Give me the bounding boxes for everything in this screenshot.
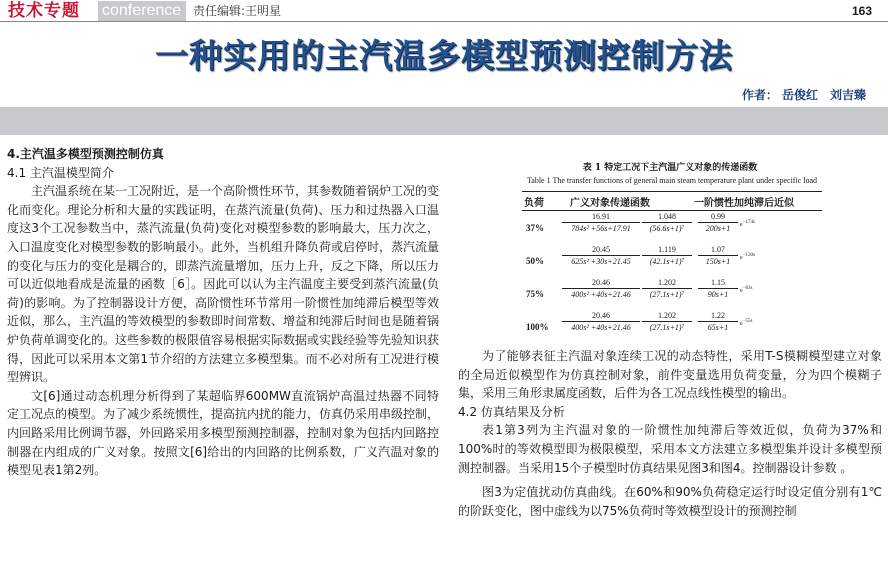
article-authors: 作者： 岳俊红 刘吉臻 — [741, 88, 866, 102]
fraction — [642, 277, 692, 300]
denominator: (27.1s+1)⁷ — [649, 323, 685, 332]
page-number: 163 — [851, 4, 872, 18]
exponent-power: −83s — [742, 286, 753, 291]
body-paragraph: 主汽温系统在某一工况附近，是一个高阶惯性环节，其参数随着锅炉工况的变化而变化。理论分析和大量的实践证明，在蒸汽流量(负荷)、压力和过热器入口温度这3个工况参数当中，蒸汽流量(负荷)变化对模型参数的影响最大，压力次之，入口温度变化对模型参数的影响最小。此外，当机组升降负荷或启停时，蒸汽流量的变化与压力的变化是耦合的，即蒸汽流量增加，压力上升，反之下降，所以压力可以近似地看成是流量的函数［6］。因此可以认为主汽温度主要受到蒸汽流量(负荷)的影响。为了控制器设计方便，高阶惯性环节常用一阶惯性加纯滞后模型等效近似，那么，主汽温的等效模型的参数即时间常数、增益和纯滞后时间也是随着锅炉负荷单调变化的。这些参数的极限值容易根据实际数据或实践经验等先验知识获得，因此可以采用本文第1节介绍的方法建立多模型集。而不必对所有工况进行模型辨识。 — [7, 184, 440, 385]
denominator: 400s² +40s+21.46 — [571, 290, 631, 299]
numerator: 1.22 — [698, 310, 738, 322]
table-row — [522, 244, 822, 277]
fraction — [562, 244, 640, 267]
fraction — [698, 277, 738, 300]
body-paragraph: 表1第3列为主汽温对象的一阶惯性加纯滞后等效近似，负荷为37%和100%时的等效模型即为极限模型，采用本文方法建立多模型集并设计多模型预测控制器。当采用15个子模型时仿真结果见图3和图4。控制器设计参数 。 — [458, 423, 882, 475]
fraction — [562, 211, 640, 234]
section-title: 4.主汽温多模型预测控制仿真 — [7, 147, 164, 161]
exponent: $e^{-130s}$ — [740, 253, 755, 261]
fraction — [642, 211, 692, 234]
load-cell: 37% — [526, 223, 544, 233]
denominator: 65s+1 — [707, 323, 729, 332]
numerator: 20.45 — [562, 244, 640, 256]
table-row — [522, 310, 822, 343]
load-cell: 100% — [526, 322, 549, 332]
numerator: 20.46 — [562, 277, 640, 289]
denominator: (56.6s+1)⁷ — [649, 224, 685, 233]
body-paragraph: 图3为定值扰动仿真曲线。在60%和90%负荷稳定运行时设定值分别有1℃的阶跃变化，图中虚线为以75%负荷时等效模型设计的预测控制 — [458, 485, 882, 518]
numerator: 0.99 — [698, 211, 738, 223]
table-row — [522, 277, 822, 310]
column-tag: 技术专题 — [8, 1, 80, 21]
denominator: 784s² +56s+17.91 — [571, 224, 631, 233]
transfer-function-table — [522, 191, 822, 343]
table-header-cell: 一阶惯性加纯滞后近似 — [694, 198, 794, 209]
exponent: $e^{-174s}$ — [740, 220, 755, 228]
fraction — [562, 310, 640, 333]
body-paragraph: 文[6]通过动态机理分析得到了某超临界600MW直流锅炉高温过热器不同特定工况点的模型。为了减少系统惯性，提高抗内扰的能力，仿真仍采用串级控制，内回路采用比例调节器，外回路采用多模型预测控制器，控制对象为包括内回路控制器在内组成的广义对象。按照文[6]给出的内回路的比例系数，广义汽温对象的模型见表1第2列。 — [7, 388, 440, 478]
numerator: 1.07 — [698, 244, 738, 256]
load-cell: 50% — [526, 256, 544, 266]
numerator: 1.119 — [642, 244, 692, 256]
denominator: 200s+1 — [705, 224, 731, 233]
table-row — [522, 211, 822, 244]
exponent: $e^{-55s}$ — [740, 319, 753, 327]
table-title-en: Table 1 The transfer functions of general main steam temperature plant under specific load — [526, 176, 818, 185]
denominator: 150s+1 — [705, 257, 731, 266]
table-header-cell: 广义对象传递函数 — [570, 198, 650, 209]
title-band — [0, 107, 888, 135]
subsection-title: 4.1 主汽温模型简介 — [7, 165, 114, 180]
fraction — [642, 244, 692, 267]
header-divider — [0, 21, 888, 22]
table-header-cell: 负荷 — [524, 198, 544, 209]
numerator: 1.15 — [698, 277, 738, 289]
numerator: 20.46 — [562, 310, 640, 322]
denominator: 90s+1 — [707, 290, 729, 299]
fraction — [698, 310, 738, 333]
exponent-power: −55s — [742, 319, 753, 324]
fraction — [642, 310, 692, 333]
exponent: $e^{-83s}$ — [740, 286, 753, 294]
numerator: 1.048 — [642, 211, 692, 223]
denominator: 625s² +30s+21.45 — [571, 257, 631, 266]
fraction — [562, 277, 640, 300]
load-cell: 75% — [526, 289, 544, 299]
exponent-power: −174s — [742, 220, 755, 225]
numerator: 1.202 — [642, 277, 692, 289]
table-header-row — [522, 191, 822, 211]
denominator: (27.1s+1)⁷ — [649, 290, 685, 299]
exponent-power: −130s — [742, 253, 755, 258]
fraction — [698, 244, 738, 267]
page-header — [0, 0, 888, 22]
left-column — [7, 145, 439, 480]
denominator: (42.1s+1)⁷ — [649, 257, 685, 266]
conference-label: conference — [98, 1, 186, 21]
subsection-title: 4.2 仿真结果及分析 — [458, 404, 565, 419]
fraction — [698, 211, 738, 234]
editor-credit: 责任编辑:王明星 — [193, 4, 282, 18]
article-title: 一种实用的主汽温多模型预测控制方法 — [155, 36, 733, 75]
numerator: 16.91 — [562, 211, 640, 223]
right-column — [458, 347, 882, 520]
table-title-cn: 表 1 特定工况下主汽温广义对象的传递函数 — [582, 163, 758, 173]
denominator: 400s² +40s+21.46 — [571, 323, 631, 332]
body-paragraph: 为了能够表征主汽温对象连续工况的动态特性，采用T-S模糊模型建立对象的全局近似模型作为仿真控制对象，前件变量选用负荷变量，分为四个模糊子集，采用三角形隶属度函数，后件为各工况点线性模型的输出。 — [458, 349, 882, 401]
numerator: 1.202 — [642, 310, 692, 322]
